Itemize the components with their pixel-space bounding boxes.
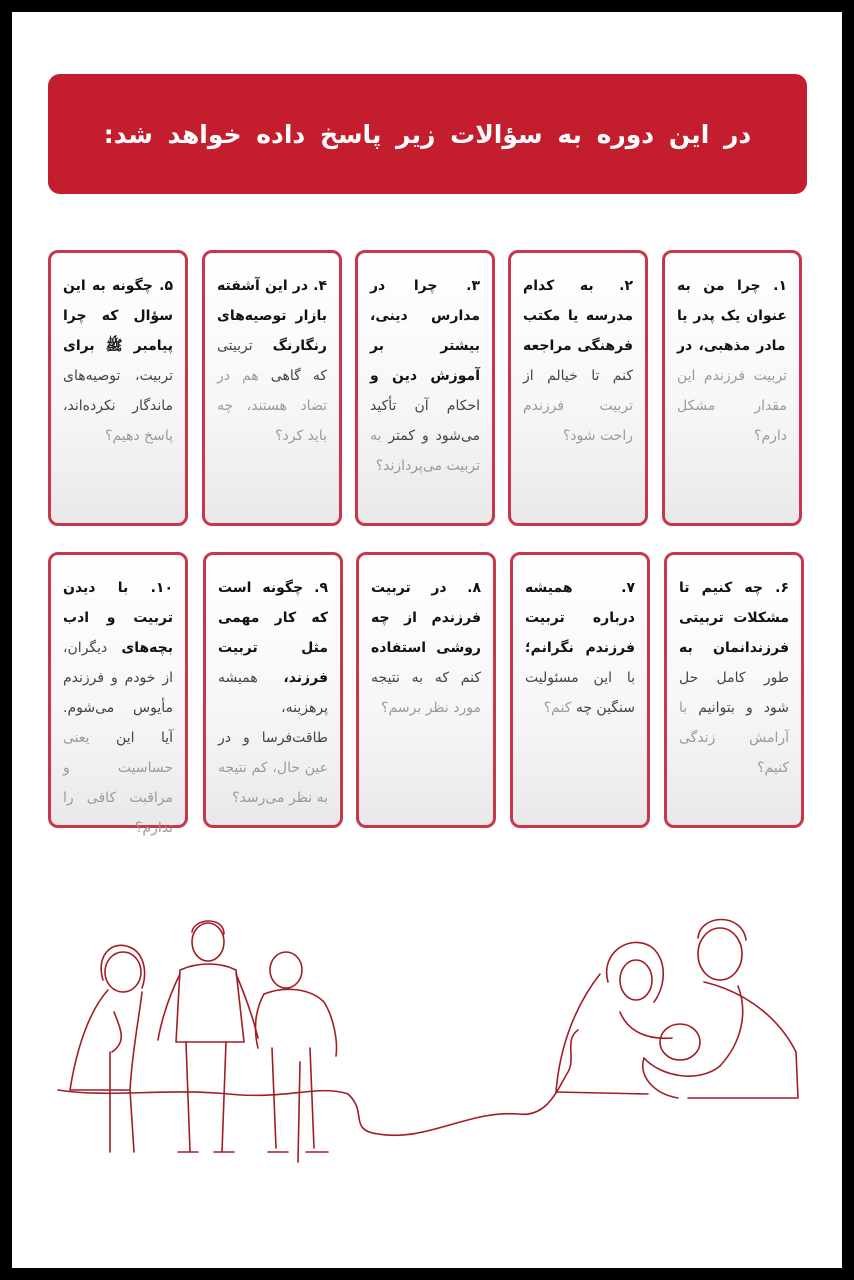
baby-figure: [643, 1024, 720, 1098]
question-card-4: [202, 250, 342, 526]
question-card-10: [48, 552, 188, 836]
question-text: ۱۰. با دیدن تربیت و ادب بچه‌های دیگران، از خودم و فرزندم مأیوس می‌شوم. آیا این یعنی حساسیت و مراقبت کافی را ندارم؟: [63, 580, 173, 836]
elderly-woman-figure: [70, 945, 145, 1152]
father-figure: [688, 920, 798, 1099]
question-text: ۵. چگونه به این سؤال که چرا پیامبر ﷺ برای تربیت، توصیه‌های ماندگار نکرده‌اند، پاسخ دهیم؟: [63, 278, 173, 444]
adult-man-figure: [158, 921, 258, 1152]
question-text: ۶. چه کنیم تا مشکلات تربیتی فرزندانمان به طور کامل حل شود و بتوانیم با آرامش زندگی کنیم؟: [679, 580, 789, 776]
header-banner: [48, 74, 807, 194]
question-card-1: [662, 250, 802, 526]
elderly-man-figure: [256, 952, 337, 1162]
mother-figure: [556, 942, 672, 1094]
question-card-3: [355, 250, 495, 526]
question-card-2: [508, 250, 648, 526]
question-text: ۴. در این آشفته بازار توصیه‌های رنگارنگ تربیتی که گاهی هم در تضاد هستند، چه باید کرد؟: [217, 278, 327, 444]
question-card-9: [203, 552, 343, 828]
question-text: ۱. چرا من به عنوان یک پدر یا مادر مذهبی، در تربیت فرزندم این مقدار مشکل دارم؟: [677, 278, 787, 444]
question-card-5: [48, 250, 188, 526]
question-card-6: [664, 552, 804, 828]
question-text: ۷. همیشه درباره تربیت فرزندم نگرانم؛ با این مسئولیت سنگین چه کنم؟: [525, 580, 635, 716]
thread-line: [58, 1030, 578, 1135]
question-text: ۸. در تربیت فرزندم از چه روشی استفاده کنم که به نتیجه مورد نظر برسم؟: [371, 580, 481, 716]
question-card-8: [356, 552, 496, 828]
page-title: در این دوره به سؤالات زیر پاسخ داده خواهد شد:: [103, 119, 752, 149]
family-line-art-illustration: [48, 862, 808, 1212]
question-text: ۲. به کدام مدرسه یا مکتب فرهنگی مراجعه کنم تا خیالم از تربیت فرزندم راحت شود؟: [523, 278, 633, 444]
question-text: ۹. چگونه است که کار مهمی مثل تربیت فرزند، همیشه پرهزینه، طاقت‌فرسا و در عین حال، کم نتیجه به نظر می‌رسد؟: [218, 580, 328, 806]
page: [12, 12, 842, 1268]
question-card-7: [510, 552, 650, 828]
question-text: ۳. چرا در مدارس دینی، بیشتر بر آموزش دین و احکام آن تأکید می‌شود و کمتر به تربیت می‌پردازند؟: [370, 278, 480, 474]
